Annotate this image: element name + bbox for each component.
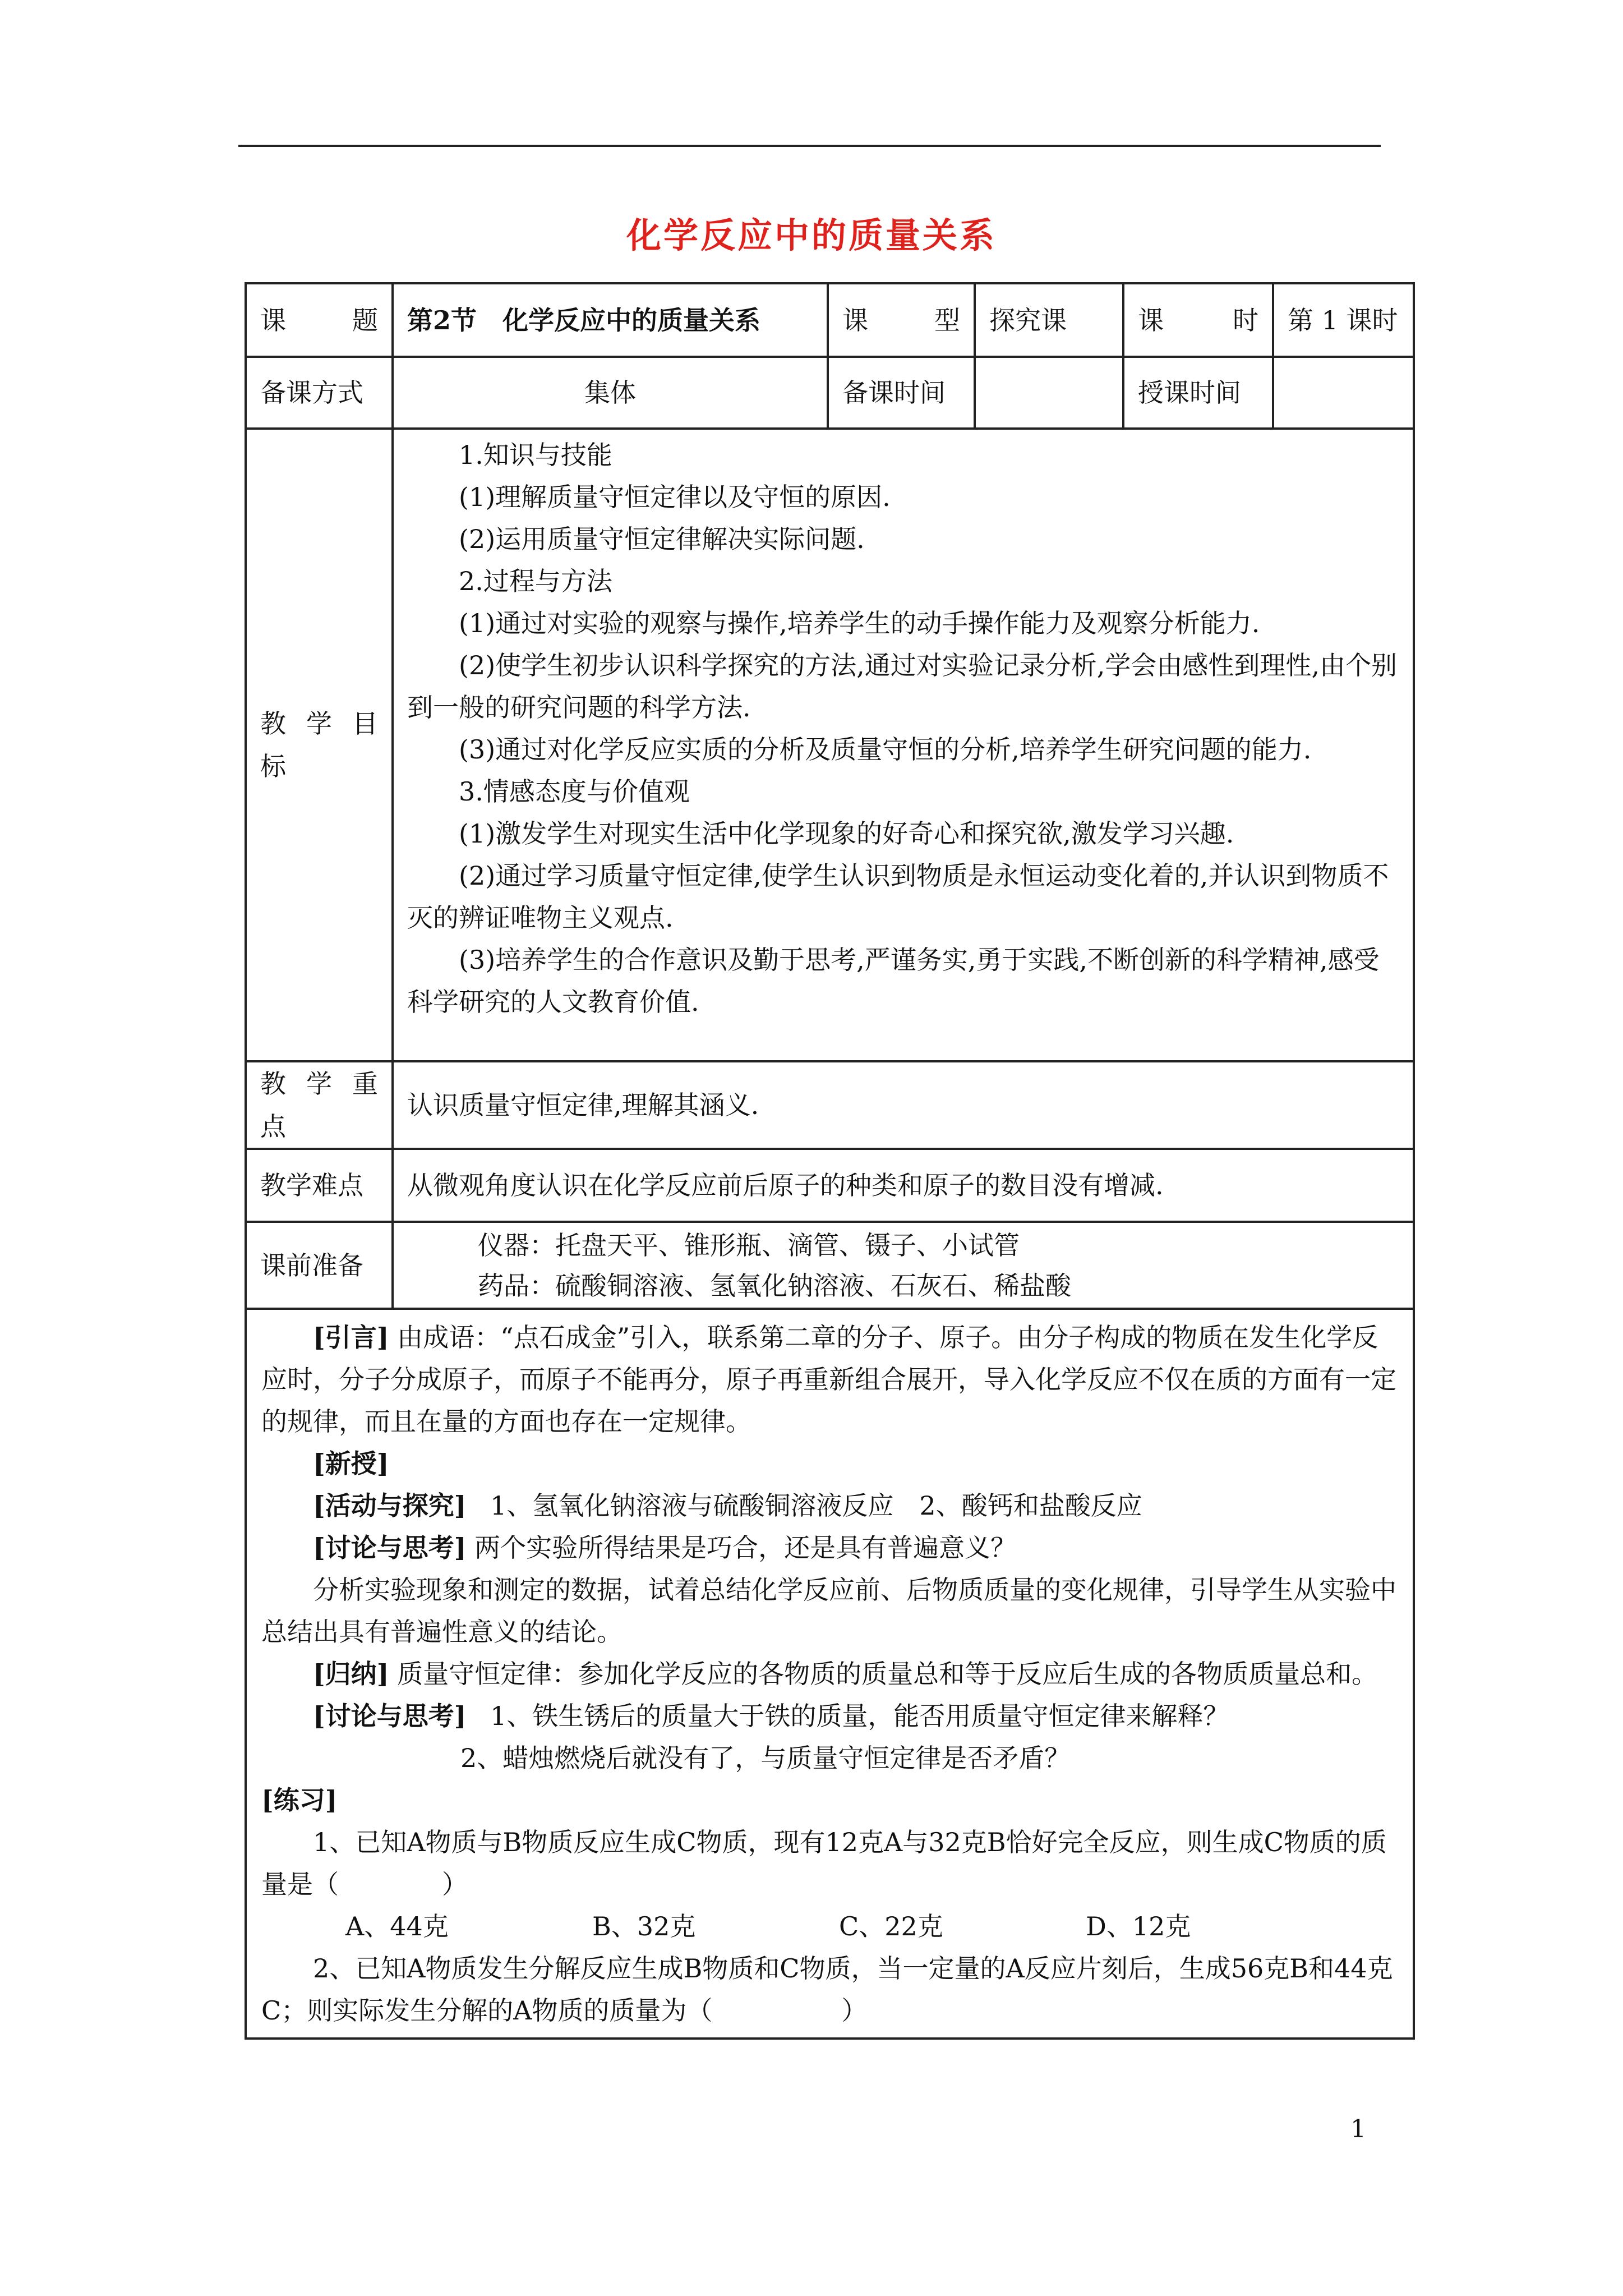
- summary-text: 质量守恒定律：参加化学反应的各物质的质量总和等于反应后生成的各物质质量总和。: [397, 1659, 1378, 1689]
- teach-time-value: [1273, 357, 1414, 429]
- table-row: [246, 1149, 1414, 1222]
- summary-paragraph: [261, 1653, 1398, 1695]
- page-number: 1: [1350, 2115, 1366, 2143]
- difficulties-text: 从微观角度认识在化学反应前后原子的种类和原子的数目没有增减.: [393, 1149, 1414, 1222]
- table-row: [246, 357, 1414, 429]
- goal-line: 1.知识与技能: [459, 440, 612, 470]
- intro-tag: [引言]: [313, 1322, 389, 1352]
- discuss2-q1: 1、铁生锈后的质量大于铁的质量，能否用质量守恒定律来解释？: [490, 1701, 1229, 1731]
- goal-line: (3)通过对化学反应实质的分析及质量守恒的分析,培养学生研究问题的能力.: [459, 734, 1312, 765]
- topic-value: 第2节 化学反应中的质量关系: [393, 283, 828, 357]
- lesson-plan-table: [245, 282, 1415, 2040]
- hours-value: 第 1 课时: [1273, 283, 1414, 357]
- key-points-text: 认识质量守恒定律,理解其涵义.: [393, 1061, 1414, 1149]
- discuss-text: 两个实验所得结果是巧合，还是具有普遍意义？: [474, 1533, 1017, 1563]
- discuss2-paragraph: [261, 1695, 1398, 1737]
- analysis-paragraph: 分析实验现象和测定的数据，试着总结化学反应前、后物质质量的变化规律，引导学生从实验中总结出具有普遍性意义的结论。: [261, 1575, 1396, 1647]
- option-b: B、32克: [592, 1911, 696, 1941]
- practice-question-1: 1、已知A物质与B物质反应生成C物质，现有12克A与32克B恰好完全反应，则生成C物质的质量是（ ）: [261, 1827, 1387, 1899]
- page-title: 化学反应中的质量关系: [626, 215, 997, 256]
- activity-paragraph: [261, 1485, 1398, 1527]
- goal-line: (1)激发学生对现实生活中化学现象的好奇心和探究欲,激发学习兴趣.: [459, 818, 1234, 849]
- type-label: 课 型: [828, 283, 975, 357]
- teaching-process: [246, 1309, 1414, 2039]
- goal-line: (2)使学生初步认识科学探究的方法,通过对实验记录分析,学会由感性到理性,由个别到一般的研究问题的科学方法.: [407, 650, 1398, 723]
- reagents-line: 药品：硫酸铜溶液、氢氧化钠溶液、石灰石、稀盐酸: [478, 1270, 1071, 1301]
- discuss2-q2: 2、蜡烛燃烧后就没有了，与质量守恒定律是否矛盾？: [460, 1743, 1071, 1773]
- method-label: 备课方式: [246, 357, 393, 429]
- instruments-line: 仪器：托盘天平、锥形瓶、滴管、镊子、小试管: [478, 1230, 1020, 1260]
- preparation-content: [393, 1222, 1414, 1309]
- discuss-tag: [讨论与思考]: [313, 1533, 467, 1563]
- teach-time-label: 授课时间: [1123, 357, 1273, 429]
- prep-time-label: 备课时间: [828, 357, 975, 429]
- preparation-label: 课前准备: [246, 1222, 393, 1309]
- table-row: [246, 283, 1414, 357]
- hours-label: 课 时: [1123, 283, 1273, 357]
- goal-line: (1)通过对实验的观察与操作,培养学生的动手操作能力及观察分析能力.: [459, 608, 1260, 638]
- goal-line: 3.情感态度与价值观: [459, 776, 690, 807]
- table-row: [246, 429, 1414, 1061]
- goals-label: 教 学 目 标: [246, 429, 393, 1061]
- table-row: [246, 1061, 1414, 1149]
- summary-tag: [归纳]: [313, 1659, 389, 1689]
- key-points-label: 教 学 重 点: [246, 1061, 393, 1149]
- practice-question-2: 2、已知A物质发生分解反应生成B物质和C物质，当一定量的A反应片刻后，生成56克B和44克C；则实际发生分解的A物质的质量为（ ）: [261, 1953, 1393, 2026]
- goals-content: [393, 429, 1414, 1061]
- option-d: D、12克: [1086, 1911, 1191, 1941]
- option-a: A、44克: [345, 1911, 449, 1941]
- question-1-options: [261, 1906, 1398, 1948]
- table-row: [246, 1309, 1414, 2039]
- topic-label: 课 题: [246, 283, 393, 357]
- goal-line: (1)理解质量守恒定律以及守恒的原因.: [459, 482, 891, 512]
- header-rule: [238, 145, 1381, 147]
- type-value: 探究课: [975, 283, 1123, 357]
- goal-line: (3)培养学生的合作意识及勤于思考,严谨务实,勇于实践,不断创新的科学精神,感受科学研究的人文教育价值.: [407, 945, 1380, 1017]
- intro-paragraph: [261, 1317, 1398, 1443]
- new-tag: [新授]: [313, 1448, 389, 1479]
- discuss-paragraph: [261, 1527, 1398, 1569]
- difficulties-label: 教学难点: [246, 1149, 393, 1222]
- method-value: 集体: [393, 357, 828, 429]
- goal-line: 2.过程与方法: [459, 566, 612, 596]
- option-c: C、22克: [839, 1911, 943, 1941]
- intro-text: 由成语：“点石成金”引入，联系第二章的分子、原子。由分子构成的物质在发生化学反应时，分子分成原子，而原子不能再分，原子再重新组合展开，导入化学反应不仅在质的方面有一定的规律，而且在量的方面也存在一定规律。: [261, 1322, 1396, 1437]
- goal-line: (2)通过学习质量守恒定律,使学生认识到物质是永恒运动变化着的,并认识到物质不灭的辨证唯物主义观点.: [407, 861, 1389, 933]
- activity-tag: [活动与探究]: [313, 1490, 467, 1521]
- goal-line: (2)运用质量守恒定律解决实际问题.: [459, 524, 865, 554]
- table-row: [246, 1222, 1414, 1309]
- prep-time-value: [975, 357, 1123, 429]
- activity-text: 1、氢氧化钠溶液与硫酸铜溶液反应 2、酸钙和盐酸反应: [490, 1490, 1142, 1521]
- practice-tag: [练习]: [261, 1785, 338, 1815]
- discuss2-tag: [讨论与思考]: [313, 1701, 467, 1731]
